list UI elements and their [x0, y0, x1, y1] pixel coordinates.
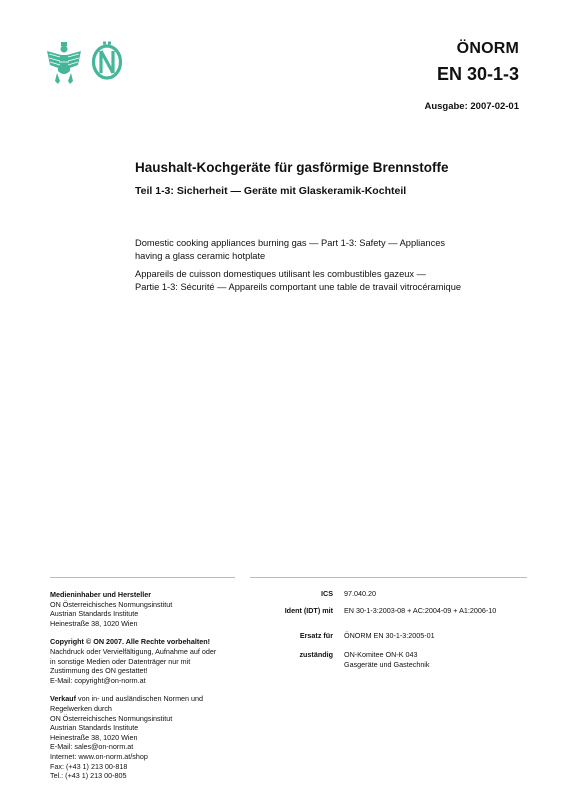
- copyright-line: Zustimmung des ON gestattet!: [50, 666, 148, 676]
- replaces-label: Ersatz für: [299, 631, 333, 640]
- committee-value-line: ON-Komitee ON-K 043: [344, 650, 418, 659]
- standard-prefix: ÖNORM: [456, 40, 519, 57]
- english-title-line: Domestic cooking appliances burning gas — Part 1-3: Safety — Appliances: [135, 238, 446, 248]
- copyright-line: in sonstige Medien oder Datenträger nur mit: [50, 656, 191, 666]
- sales-heading-rest: von in- und ausländischen Normen und: [75, 694, 204, 704]
- english-title: [135, 237, 520, 262]
- on-standards-logo-icon: [90, 41, 124, 81]
- sales-line: Austrian Standards Institute: [50, 723, 139, 733]
- sales-heading: Verkauf: [50, 694, 76, 704]
- french-title: [135, 268, 530, 293]
- committee-value-line: Gasgeräte und Gastechnik: [344, 659, 430, 669]
- french-title-line: Partie 1-3: Sécurité — Appareils comportant une table de travail vitrocéramique: [135, 281, 462, 292]
- issue-date: Ausgabe: 2007-02-01: [424, 101, 519, 112]
- sales-website[interactable]: Internet: www.on-norm.at/shop: [50, 751, 148, 761]
- sales-phone: Tel.: (+43 1) 213 00-805: [50, 771, 127, 781]
- document-subtitle: Teil 1-3: Sicherheit — Geräte mit Glaskeramik-Kochteil: [135, 185, 407, 197]
- copyright-email[interactable]: E-Mail: copyright@on-norm.at: [50, 675, 146, 685]
- ident-label: Ident (IDT) mit: [284, 606, 333, 615]
- ics-label: ICS: [321, 589, 333, 598]
- publisher-line: ON Österreichisches Normungsinstitut: [50, 599, 173, 609]
- ics-row: [0, 589, 565, 601]
- footer-divider-right: [250, 577, 527, 578]
- sales-line: Regelwerken durch: [50, 703, 112, 713]
- copyright-heading: Copyright © ON 2007. Alle Rechte vorbehalten!: [50, 637, 210, 647]
- english-title-line: having a glass ceramic hotplate: [135, 250, 266, 261]
- sales-line: ON Österreichisches Normungsinstitut: [50, 713, 173, 723]
- sales-line: Heinestraße 38, 1020 Wien: [50, 732, 138, 742]
- standard-number: EN 30-1-3: [436, 64, 519, 84]
- committee-row: [0, 650, 565, 672]
- committee-label: zuständig: [299, 650, 333, 659]
- copyright-line: Nachdruck oder Vervielfältigung, Aufnahme auf oder: [50, 646, 217, 656]
- austrian-eagle-logo-icon: [44, 41, 84, 85]
- publisher-info-column: [50, 590, 250, 790]
- publisher-heading: Medieninhaber und Hersteller: [50, 590, 152, 599]
- replaces-row: [0, 631, 565, 643]
- footer-divider-left: [50, 577, 235, 578]
- ics-value: 97.040.20: [344, 589, 376, 598]
- publisher-line: Heinestraße 38, 1020 Wien: [50, 618, 138, 628]
- french-title-line: Appareils de cuisson domestiques utilisant les combustibles gazeux —: [135, 269, 426, 279]
- replaces-value: ÖNORM EN 30-1-3:2005-01: [344, 631, 435, 640]
- ident-row: [0, 606, 565, 618]
- ident-value: EN 30-1-3:2003-08 + AC:2004-09 + A1:2006-10: [344, 606, 497, 615]
- document-title: Haushalt-Kochgeräte für gasförmige Brennstoffe: [135, 160, 449, 175]
- sales-block: [50, 694, 250, 780]
- publisher-line: Austrian Standards Institute: [50, 609, 139, 619]
- committee-value: [344, 650, 544, 669]
- sales-fax: Fax: (+43 1) 213 00-818: [50, 761, 128, 771]
- sales-email[interactable]: E-Mail: sales@on-norm.at: [50, 742, 134, 752]
